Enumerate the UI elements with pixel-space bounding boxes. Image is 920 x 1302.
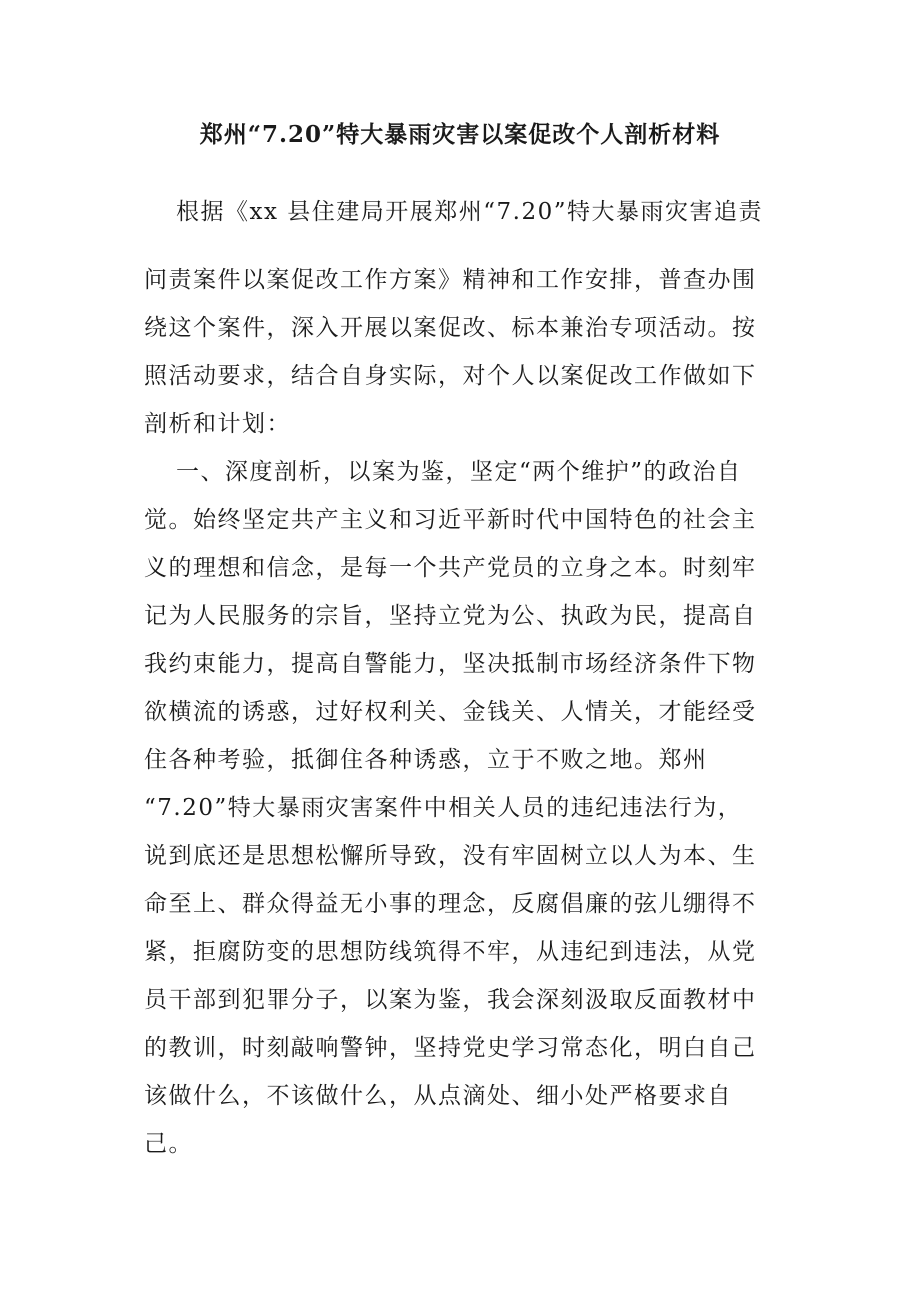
paragraph-2-line-7: 住各种考验，抵御住各种诱惑，立于不败之地。郑州 (144, 747, 708, 773)
paragraph-2-line-6: 欲横流的诱惑，过好权利关、金钱关、人情关，才能经受 (144, 699, 757, 725)
paragraph-2-line-14: 该做什么，不该做什么，从点滴处、细小处严格要求自 (144, 1083, 732, 1109)
paragraph-1-line-1: 根据《xx 县住建局开展郑州“7.20”特大暴雨灾害追责 (176, 199, 763, 225)
paragraph-1-line-2: 问责案件以案促改工作方案》精神和工作安排，普查办围 (144, 267, 757, 293)
paragraph-2-line-8: “7.20”特大暴雨灾害案件中相关人员的违纪违法行为， (144, 795, 743, 821)
paragraph-2-line-15: 己。 (144, 1131, 193, 1157)
paragraph-2-line-5: 我约束能力，提高自警能力，坚决抵制市场经济条件下物 (144, 651, 757, 677)
paragraph-2-line-2: 觉。始终坚定共产主义和习近平新时代中国特色的社会主 (144, 507, 757, 533)
paragraph-2-line-11: 紧，拒腐防变的思想防线筑得不牢，从违纪到违法，从党 (144, 939, 757, 965)
paragraph-2-line-10: 命至上、群众得益无小事的理念，反腐倡廉的弦儿绷得不 (144, 891, 757, 917)
paragraph-2-line-13: 的教训，时刻敲响警钟，坚持党史学习常态化，明白自己 (144, 1035, 757, 1061)
paragraph-2-line-3: 义的理想和信念，是每一个共产党员的立身之本。时刻牢 (144, 555, 757, 581)
paragraph-2-line-12: 员干部到犯罪分子，以案为鉴，我会深刻汲取反面教材中 (144, 987, 757, 1013)
paragraph-2-line-1: 一、深度剖析，以案为鉴，坚定“两个维护”的政治自 (176, 459, 742, 485)
paragraph-1-line-4: 照活动要求，结合自身实际，对个人以案促改工作做如下 (144, 363, 757, 389)
document-title: 郑州“7.20”特大暴雨灾害以案促改个人剖析材料 (199, 121, 721, 148)
paragraph-2-line-9: 说到底还是思想松懈所导致，没有牢固树立以人为本、生 (144, 843, 757, 869)
paragraph-2-line-4: 记为人民服务的宗旨，坚持立党为公、执政为民，提高自 (144, 603, 757, 629)
paragraph-1-line-3: 绕这个案件，深入开展以案促改、标本兼治专项活动。按 (144, 315, 757, 341)
paragraph-1-line-5: 剖析和计划： (144, 411, 291, 437)
